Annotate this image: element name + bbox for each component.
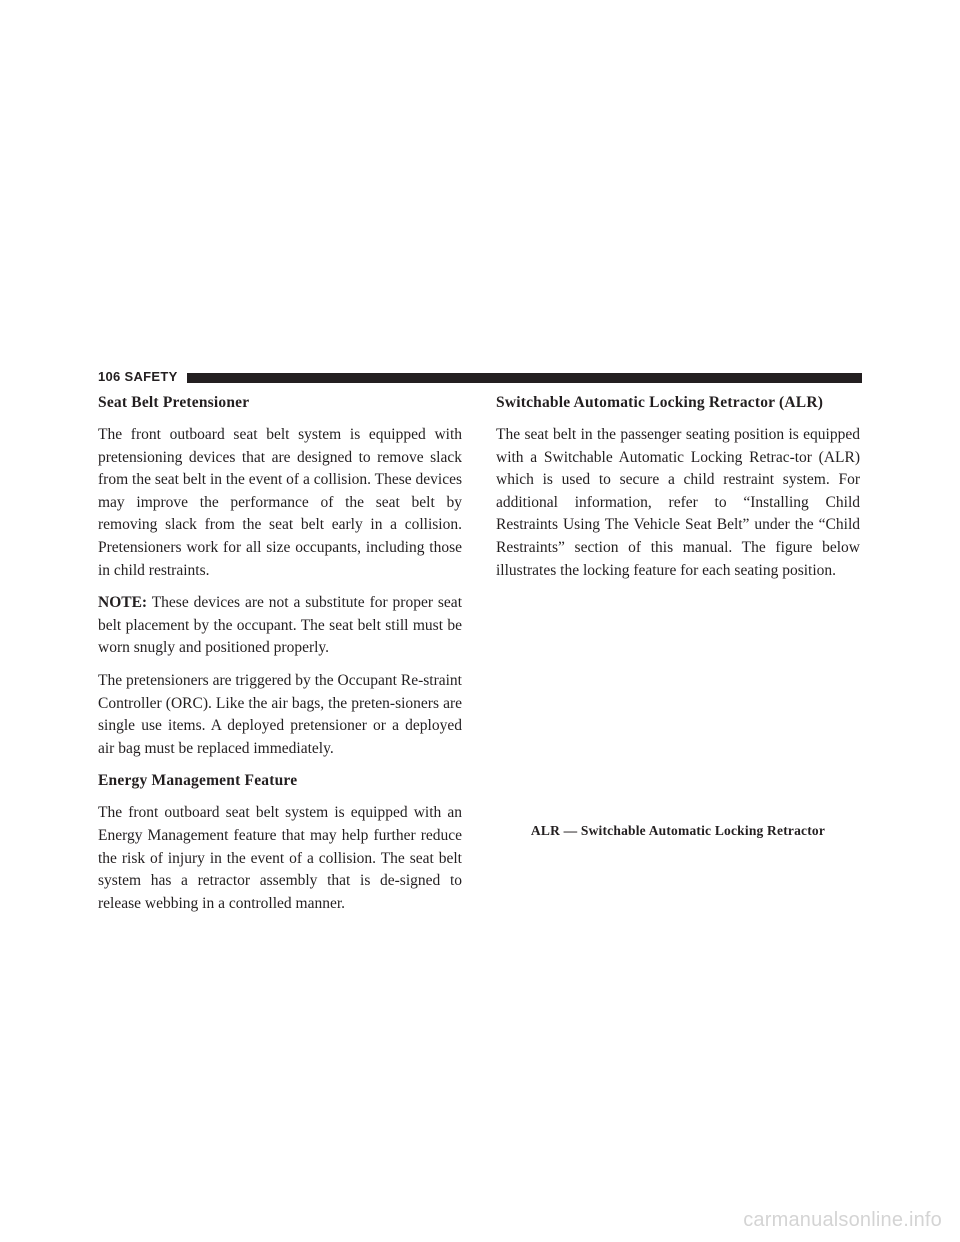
note-label: NOTE: (98, 594, 148, 612)
page-header (98, 368, 862, 388)
note-text: These devices are not a substitute for proper seat belt placement by the occupant. The seat belt still must be worn snugly and positioned properly. (98, 594, 462, 657)
pretensioner-paragraph-2: The pretensioners are triggered by the Occupant Re-straint Controller (ORC). Like the air bags, the preten-sioners are single use items. A deployed pretensioner or a deployed air bag must be replaced immediately. (98, 671, 462, 757)
figure-caption: ALR — Switchable Automatic Locking Retractor (530, 823, 826, 838)
header-rule (187, 373, 862, 383)
energy-heading: Energy Management Feature (98, 772, 298, 790)
pretensioner-paragraph-1: The front outboard seat belt system is equipped with pretensioning devices that are designed to remove slack from the seat belt in the event of a collision. These devices may improve the performance of the seat belt by removing slack from the seat belt early in a collision. Pretensioners work for all size occupants, including those in child restraints. (98, 426, 462, 579)
alr-figure (496, 580, 860, 816)
energy-paragraph: The front outboard seat belt system is equipped with an Energy Management feature that may help further reduce the risk of injury in the event of a collision. The seat belt system has a retractor assembly that is de-signed to release webbing in a controlled manner. (98, 804, 462, 912)
pretensioner-heading: Seat Belt Pretensioner (98, 394, 250, 411)
left-column (98, 392, 462, 925)
alr-heading: Switchable Automatic Locking Retractor (ALR) (496, 394, 824, 411)
note-paragraph (98, 592, 462, 660)
watermark: carmanualsonline.info (743, 1209, 942, 1231)
right-column (496, 392, 860, 592)
alr-paragraph: The seat belt in the passenger seating position is equipped with a Switchable Automatic Locking Retrac-tor (ALR) which is used to secure a child restraint system. For additional information, refer to “Installing Child Restraints Using The Vehicle Seat Belt” under the “Child Restraints” section of this manual. The figure below illustrates the locking feature for each seating position. (496, 426, 860, 579)
page-number-section: 106 SAFETY (98, 369, 178, 384)
